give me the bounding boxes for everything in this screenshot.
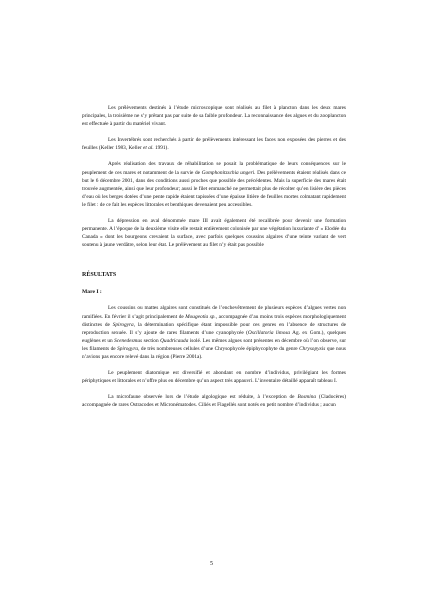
- species-name: Quadricauda: [160, 337, 189, 344]
- species-name: Oscillatoria limosa: [247, 329, 291, 336]
- text-run: 1991).: [153, 145, 169, 152]
- paragraph-invertebrates: [82, 136, 346, 152]
- spacer: [82, 280, 346, 288]
- text-run: La microfaune observée lors de l’étude algologique est réduite, à l’exception de: [108, 394, 298, 401]
- text-run: , la détermination spécifique étant impossible pour ces genres en l’absence de structures de reproduction sexuée. Il s’y ajoute de rares filaments d’une cyanophycée (: [82, 321, 347, 336]
- species-name: Scenedesmus: [114, 337, 143, 344]
- spacer: [82, 249, 346, 271]
- spacer: [82, 296, 346, 304]
- page-number: 5: [210, 561, 213, 567]
- text-run: , accompagnée d’au moins trois espèces morphologiquement distinctes de: [82, 313, 346, 328]
- italic-run: et al.: [143, 145, 154, 152]
- paragraph-mare-three: La dépression en aval dénommée mare III avait également été recalibrée pour devenir une formation permanente. A l’époque de la deuxième visite elle restait entièrement colonisée par une végétation luxuriante d’ « Elodée du Canada » dont les bourgeons crevaient la surface, avec parfois quelques coussins algaires d’une teinte variant de vert soutenu à jaune verdâtre, selon leur état. Le prélèvement au filet n’y était pas possible: [82, 218, 346, 249]
- text-run: Les Invertébrés sont recherchés à partir de prélèvements intéressant les faces non exposées des pierres et des feuilles (Keller 1983, Keller: [82, 137, 346, 152]
- text-run: que nous n’avions pas encore relevé dans la région (Pierre 2001a).: [82, 345, 346, 360]
- text-run: section: [142, 337, 161, 344]
- spacer: [82, 385, 346, 393]
- spacer: [82, 128, 346, 136]
- species-name: Mougeotia sp.: [185, 313, 216, 320]
- text-run: Les coussins ou mattes algaires sont constitués de l’enchevêtrement de plusieurs espèces d’algues vertes non ramifiées. En février il s’agit principalement de: [82, 305, 346, 320]
- text-column: [82, 104, 346, 409]
- text-run: Ag. ex Gom.), quelques euglènes et un: [82, 329, 346, 344]
- species-name: Spirogyra: [117, 345, 139, 352]
- spacer: [82, 152, 346, 160]
- text-run: (Cladocères) accompagnée de rares Ostracodes et Micronématodes. Ciliés et Flagellés sont notés en petit nombre d’individus ; aucun: [82, 394, 346, 409]
- spacer: [82, 361, 346, 369]
- species-name: Chrysopyxis: [299, 345, 326, 352]
- paragraph-sampling: Les prélèvements destinés à l’étude microscopique sont réalisés au filet à plancton dans les deux mares principales, la troisième ne s’y prêtant pas par suite de sa faible profondeur. La reconnaissance des algues et du zooplancton est effectuée à partir du matériel vivant.: [82, 105, 346, 128]
- paragraph-microfauna: [82, 393, 346, 409]
- paragraph-algal-mats: [82, 304, 346, 361]
- subheading-mare-one: Mare I :: [82, 289, 102, 296]
- section-heading-results: RÉSULTATS: [82, 272, 117, 279]
- spacer: [82, 209, 346, 217]
- species-name: Bosmina: [297, 394, 316, 401]
- species-name: Spirogyra: [112, 321, 134, 328]
- text-run: . Des prélèvements étaient réalisés dans ce but le 6 décembre 2001, dans des conditions aussi proches que possible des précédentes. Mais la superficie des mares était trouvée augmentée, ainsi que leur profondeur; aussi le filet emmanché ne permettait plus de récolter qu’en lisière des pièces d’eau où les berges dotées d’une pente rapide étaient tapissées d’une épaisse litière de feuilles mortes colmatant rapidement le filet : de ce fait les espèces littorales et benthiques devenaient peu accessibles.: [82, 169, 346, 208]
- text-run: Après réalisation des travaux de réhabilitation se posait la problématique de leurs conséquences sur le peuplement de ces mares et notamment de la survie de: [82, 161, 346, 176]
- text-run: isolé. Les mêmes algues sont présentes en décembre où l’on observe, sur les filaments de: [82, 337, 347, 352]
- paragraph-rehabilitation: [82, 160, 346, 209]
- text-run: , de très nombreuses cellules d’une Chrysophycée épiphycophyte du genre: [138, 345, 300, 352]
- paragraph-diatoms: Le peuplement diatomique est diversifié et abondant en nombre d’individus, privilégiant les formes périphytiques et littorales et n’offre plus en décembre qu’un aspect très appauvri. L’inventaire détaillé apparaît tableau I.: [82, 370, 346, 385]
- species-name: Gomphonitzschia ungeri: [201, 169, 255, 176]
